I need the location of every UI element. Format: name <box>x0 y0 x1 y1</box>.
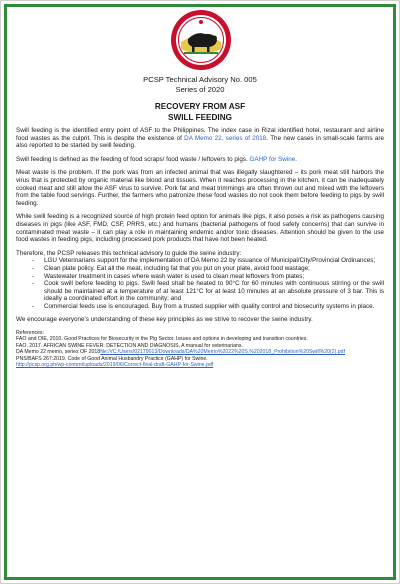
paragraph-text-tail: . The new cases in small-scale farms are also reported to be started by swill feeding. <box>16 134 385 150</box>
advisory-number: PCSP Technical Advisory No. 005 <box>143 75 257 84</box>
pcsp-seal-logo <box>170 9 232 71</box>
advisory-body <box>16 127 384 369</box>
da-memo-file-link[interactable]: file:///C:/Users/02179013/Downloads/DA%20Memo%2022%20S.%202018_Prohibition%20Swill%20(2).pdf <box>100 349 346 356</box>
references-section <box>16 330 384 368</box>
reference-item: FAO. 2017. AFRICAN SWINE FEVER: DETECTION AND DIAGNOSIS, A manual for veterinarians. <box>16 342 243 349</box>
list-item: - Commercial feeds use is encouraged. Buy from a trusted supplier with quality control and biosecurity systems in place. <box>32 303 384 311</box>
reference-item: FAO and OIE, 2010. Good Practices for Biosecurity in the Pig Sector. Issues and options in developing and transition countries. <box>16 336 308 343</box>
advisory-series: Series of 2020 <box>175 84 225 94</box>
reference-item <box>16 362 384 368</box>
paragraph-meat-waste: Meat waste is the problem. If the pork was from an infected animal that was illegally slaughtered – its pork meat still harbors the virus that is protected by organic material like blood and tissues. When it reaches processing in the kitchen, it can be inadequately cooked meat and still allow the ASF virus to survive. Pork fat and meat trimmings are often thrown out and mixed with the leftovers from the table food servings. Further, the farmers who patronize these food wastes do not cook them before feeding to pigs by swill feeding. <box>16 169 384 207</box>
gahp-swine-link[interactable]: GAHP for Swine. <box>249 155 297 163</box>
paragraph-entry-point <box>16 127 384 150</box>
paragraph-guidance-intro: Therefore, the PCSP releases this technical advisory to guide the swine industry: <box>16 249 242 257</box>
reference-item: PNS/BAFS 267:2019. Code of Good Animal Husbandry Practice (GAHP) for Swine. <box>16 355 208 362</box>
advisory-header <box>1 75 399 94</box>
document-title <box>1 101 399 123</box>
guidance-list <box>16 257 384 310</box>
gahp-pdf-link[interactable]: http://pcsp.org.ph/wp-content/uploads/2019/06/Correct-final-draft-GAHP-for-Swine.pdf <box>16 362 214 369</box>
paragraph-closing: We encourage everyone's understanding of these key principles as we strive to recover the swine industry. <box>16 316 313 324</box>
list-item: - LGU Veterinarians support for the implementation of DA Memo 22 by issuance of Municipal/City/Provincial Ordinances; <box>32 257 384 265</box>
reference-item <box>16 349 384 355</box>
list-item: - Clean plate policy. Eat all the meat, including fat that you put on your plate, avoid food wastage; <box>32 265 384 273</box>
reference-text: DA Memo 22 memo, series OF 2018 <box>16 349 101 356</box>
title-line-1: RECOVERY FROM ASF <box>154 102 246 111</box>
paragraph-text: Swill feeding is the identified entry point of ASF to the Philippines. The index case in Rizal identified hotel, restaurant and airline food wastes as the culprit. This is despite the existence of <box>16 127 384 142</box>
list-item: - Cook swill before feeding to pigs. Swill feed shall be heated to 90°C for 60 minutes with continuous stirring or the swill should be maintained at a temperature of at least 121°C for at least 10 minutes at an absolute pressure of 3 bar. This is ideally a coordinated effort in the community; and <box>32 280 384 303</box>
paragraph-text: Swill feeding is defined as the feeding of food scraps/ food waste / leftovers to pigs. <box>16 155 250 163</box>
paragraph-definition <box>16 156 384 164</box>
title-line-2: SWILL FEEDING <box>168 113 232 122</box>
references-heading: References: <box>16 330 44 337</box>
da-memo-link[interactable]: DA Memo 22, series of 2018 <box>184 134 267 142</box>
paragraph-risk: While swill feeding is a recognized source of high protein feed option for animals like pigs, it also poses a risk as pathogens causing diseases in pigs (like ASF, FMD, CSF, PRRS, etc.) and humans (bacterial pathogens of food safety concerns) that can survive in contaminated meat waste – it can play a role in maintaining endemic and/or toxic diseases. Attention should be given to the use food wastes in feeding pigs, including processed pork products that have not been heated. <box>16 213 384 244</box>
list-item: - Wastewater treatment in cases where wash water is used to clean meat leftovers from plates; <box>32 273 384 281</box>
